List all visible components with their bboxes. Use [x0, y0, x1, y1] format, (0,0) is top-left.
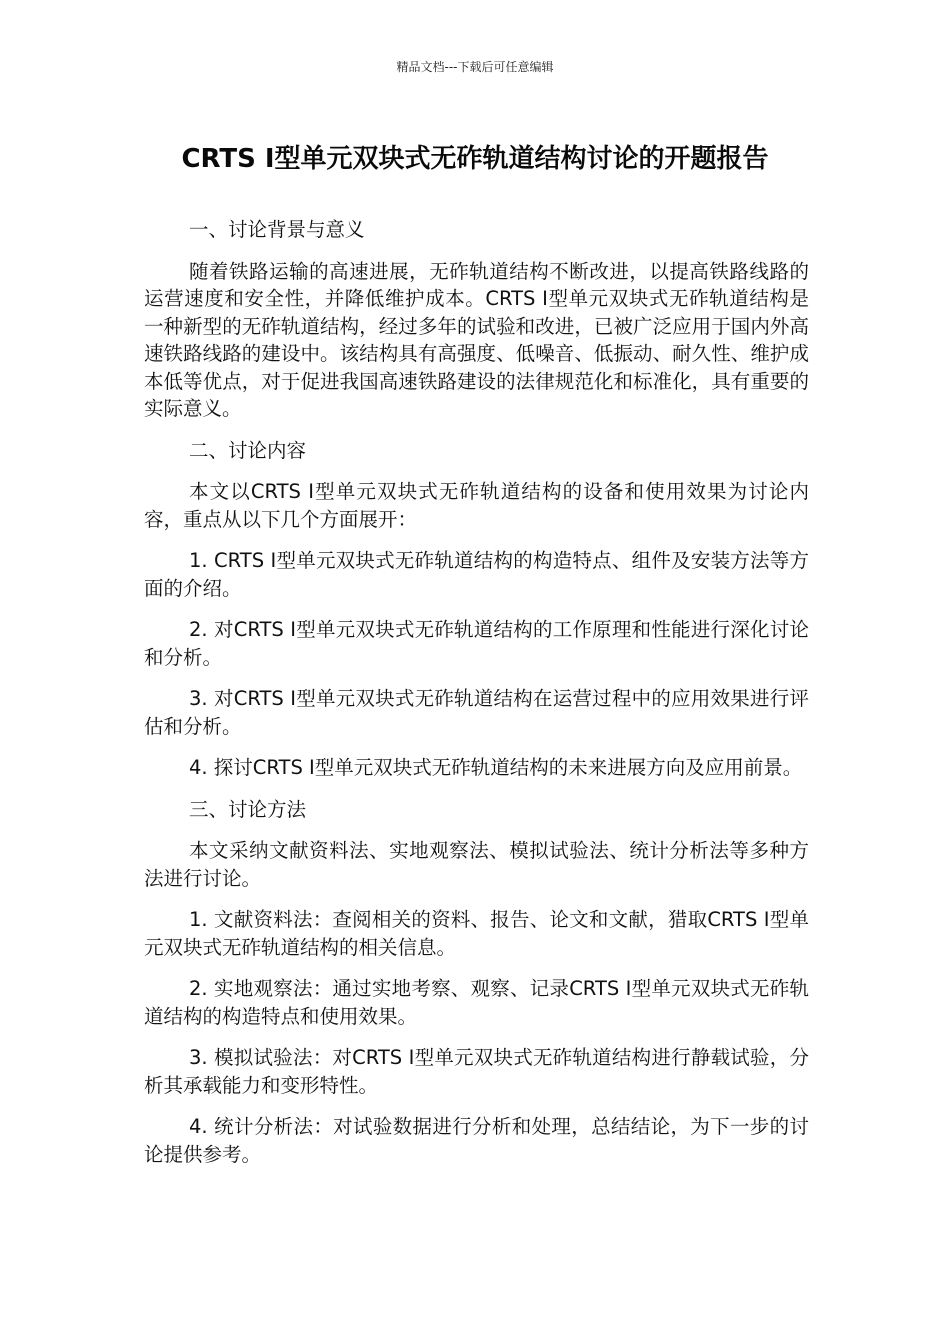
list-item-content-2: 2. 对CRTS I型单元双块式无砟轨道结构的工作原理和性能进行深化讨论和分析。: [144, 618, 809, 669]
list-item-method-2: 2. 实地观察法：通过实地考察、观察、记录CRTS I型单元双块式无砟轨道结构的构造特点和使用效果。: [144, 977, 809, 1028]
paragraph-content-intro: 本文以CRTS I型单元双块式无砟轨道结构的设备和使用效果为讨论内容，重点从以下几个方面展开：: [144, 480, 809, 531]
list-item-method-1: 1. 文献资料法：查阅相关的资料、报告、论文和文献，猎取CRTS I型单元双块式无砟轨道结构的相关信息。: [144, 908, 809, 959]
section-heading-content: 二、讨论内容: [189, 438, 307, 462]
paragraph-methods-intro: 本文采纳文献资料法、实地观察法、模拟试验法、统计分析法等多种方法进行讨论。: [144, 839, 809, 890]
list-item-method-4: 4. 统计分析法：对试验数据进行分析和处理，总结结论，为下一步的讨论提供参考。: [144, 1115, 809, 1166]
paragraph-background: 随着铁路运输的高速进展，无砟轨道结构不断改进，以提高铁路线路的运营速度和安全性，并降低维护成本。CRTS I型单元双块式无砟轨道结构是一种新型的无砟轨道结构，经过多年的试验和改进，已被广泛应用于国内外高速铁路线路的建设中。该结构具有高强度、低噪音、低振动、耐久性、维护成本低等优点，对于促进我国高速铁路建设的法律规范化和标准化，具有重要的实际意义。: [144, 259, 809, 420]
list-item-content-4: 4. 探讨CRTS I型单元双块式无砟轨道结构的未来进展方向及应用前景。: [189, 756, 803, 779]
list-item-content-1: 1. CRTS I型单元双块式无砟轨道结构的构造特点、组件及安装方法等方面的介绍。: [144, 549, 809, 600]
list-item-content-3: 3. 对CRTS I型单元双块式无砟轨道结构在运营过程中的应用效果进行评估和分析。: [144, 687, 809, 738]
document-title: CRTS Ⅰ型单元双块式无砟轨道结构讨论的开题报告: [181, 144, 769, 174]
document-body: [144, 216, 809, 1182]
list-item-method-3: 3. 模拟试验法：对CRTS I型单元双块式无砟轨道结构进行静载试验，分析其承载能力和变形特性。: [144, 1046, 809, 1097]
section-heading-background: 一、讨论背景与意义: [189, 218, 365, 241]
section-heading-methods: 三、讨论方法: [189, 797, 307, 821]
header-note: 精品文档---下载后可任意编辑: [396, 60, 554, 74]
